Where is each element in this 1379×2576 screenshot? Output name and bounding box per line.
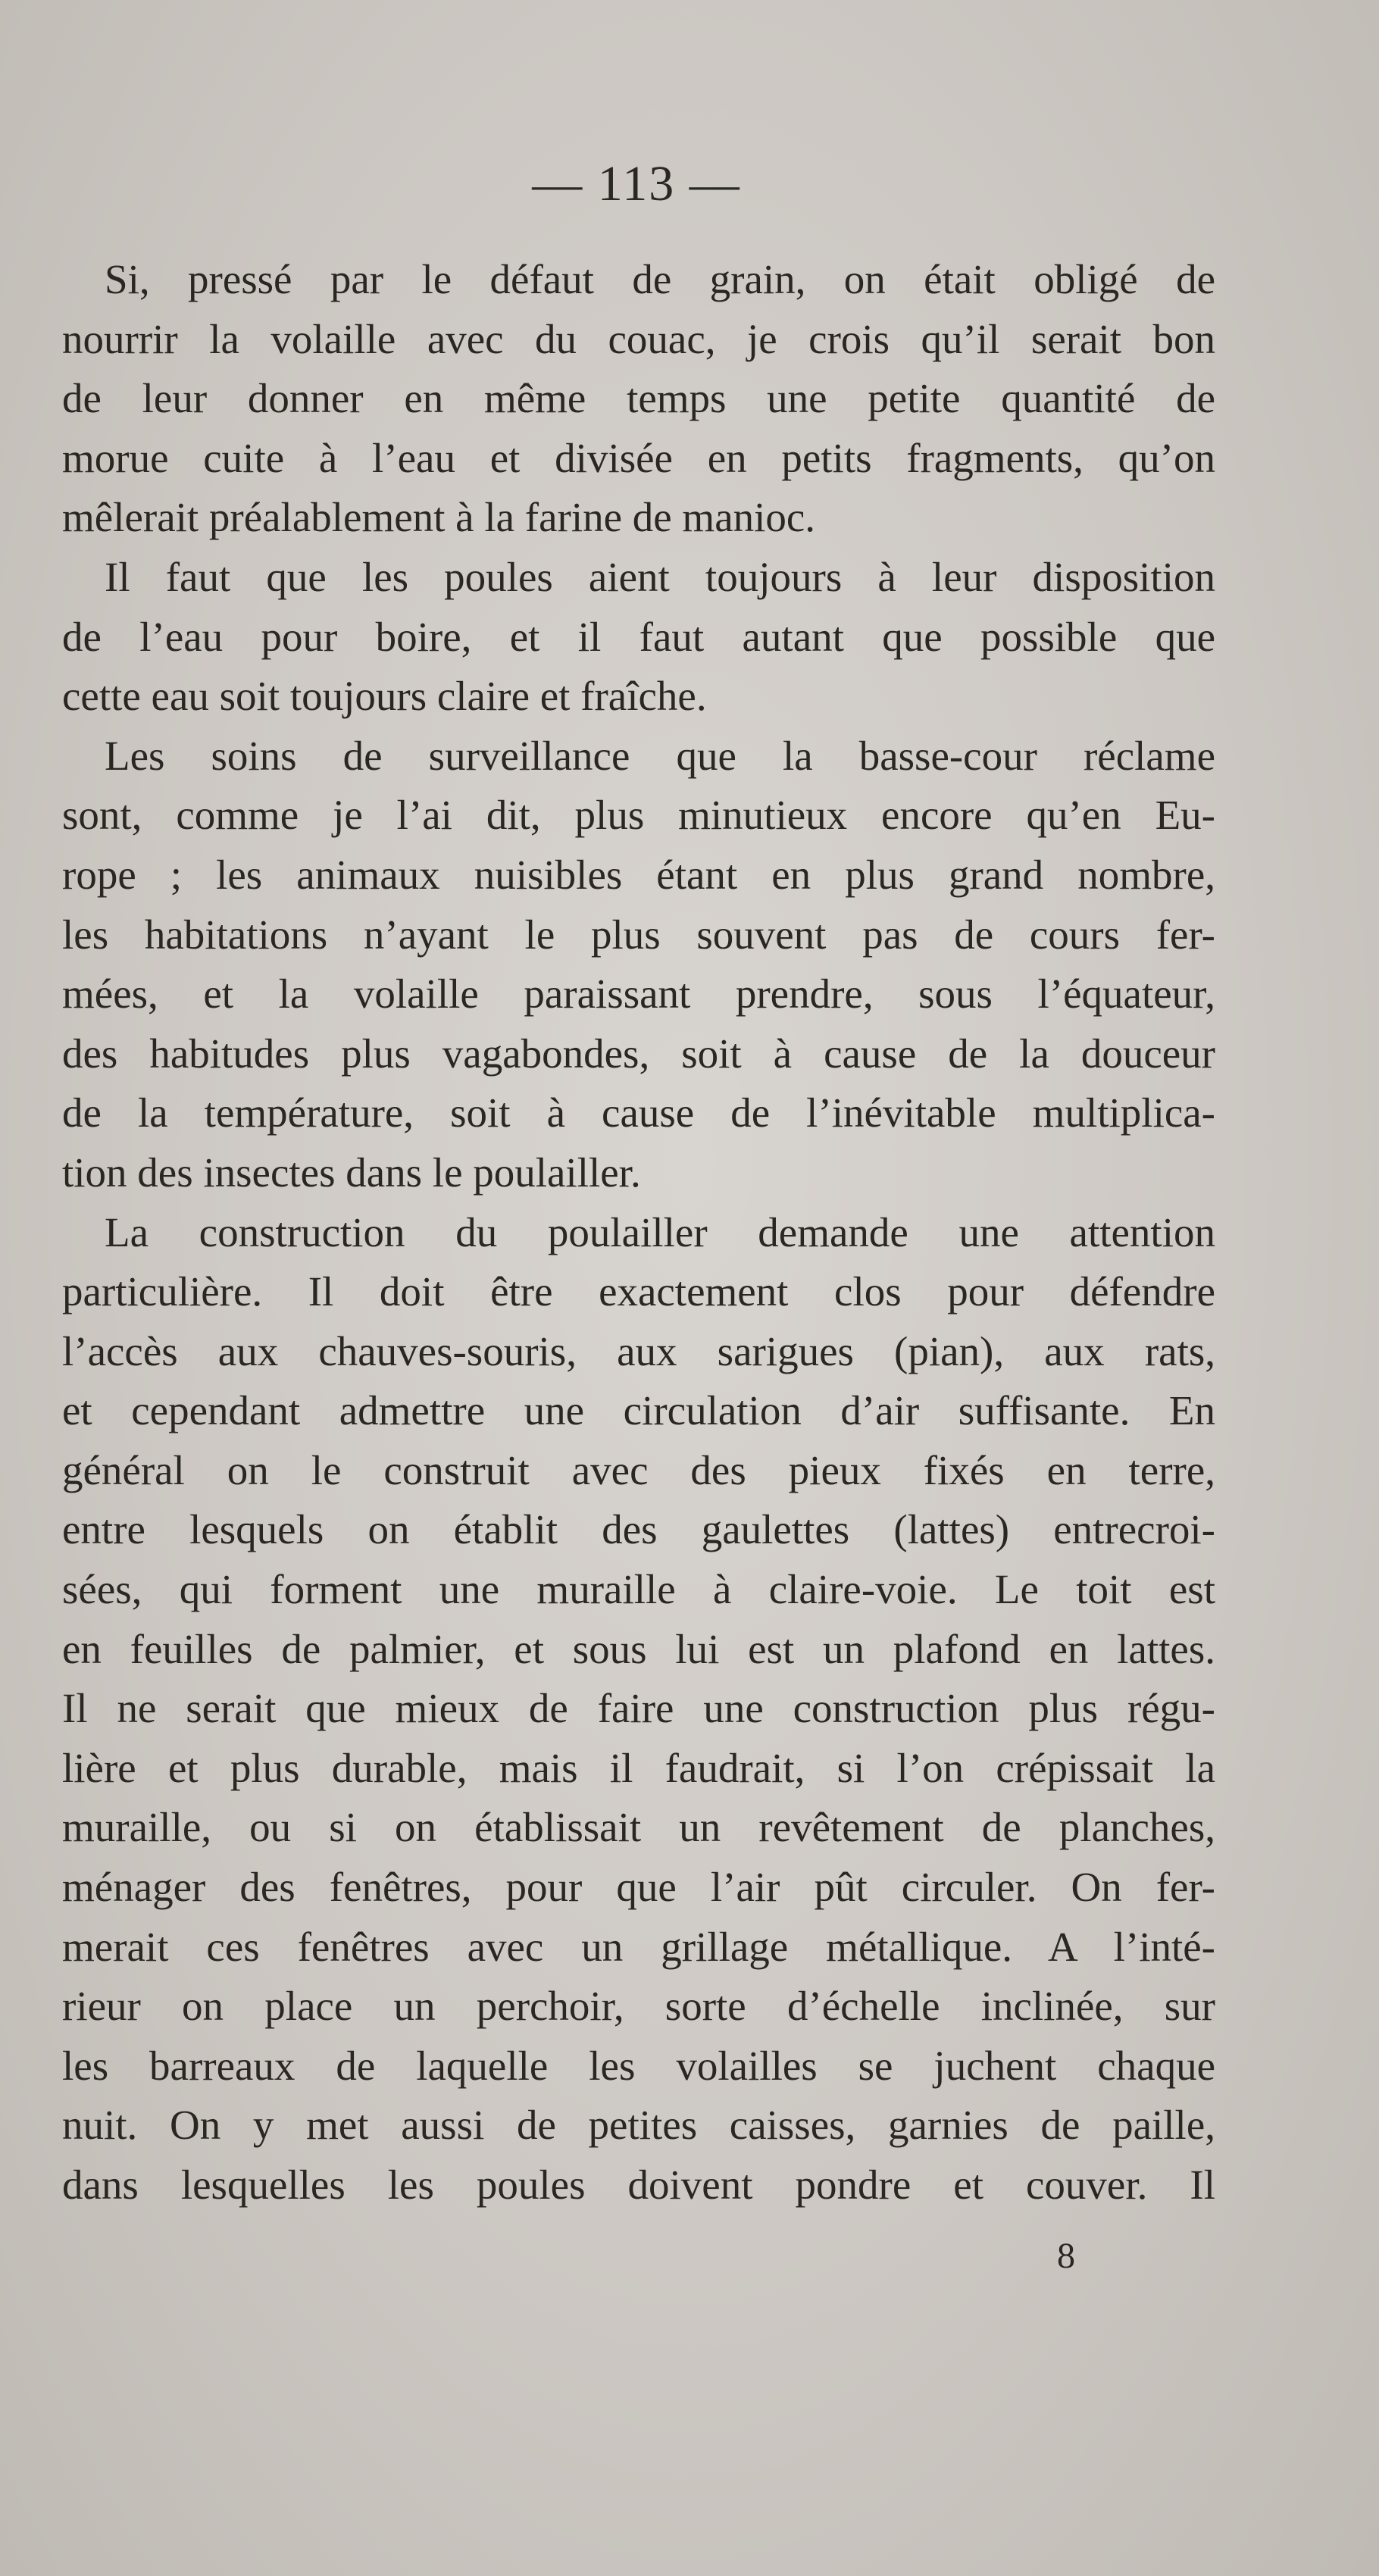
text-line: Si, pressé par le défaut de grain, on était obligé de xyxy=(105,256,1215,302)
text-line: de l’eau pour boire, et il faut autant que possible que xyxy=(62,613,1215,660)
text-line: des habitudes plus vagabondes, soit à cause de la douceur xyxy=(62,1030,1215,1077)
text-line: Il faut que les poules aient toujours à leur disposition xyxy=(105,553,1215,600)
text-line: La construction du poulailler demande une attention xyxy=(105,1208,1215,1255)
text-line: rope ; les animaux nuisibles étant en plus grand nombre, xyxy=(62,851,1215,898)
text-line: mêlerait préalablement à la farine de manioc. xyxy=(62,494,816,541)
signature-mark: 8 xyxy=(1057,2236,1075,2276)
text-line: particulière. Il doit être exactement clos pour défendre xyxy=(62,1268,1215,1315)
text-line: et cependant admettre une circulation d’air suffisante. En xyxy=(62,1387,1215,1434)
text-line: nourrir la volaille avec du couac, je crois qu’il serait bon xyxy=(62,315,1215,362)
body-text xyxy=(62,250,1215,2215)
text-line: général on le construit avec des pieux fixés en terre, xyxy=(62,1446,1215,1493)
text-line: rieur on place un perchoir, sorte d’échelle inclinée, sur xyxy=(62,1983,1215,2030)
text-line: morue cuite à l’eau et divisée en petits fragments, qu’on xyxy=(62,434,1215,481)
text-line: sées, qui forment une muraille à claire-voie. Le toit est xyxy=(62,1566,1215,1613)
text-line: sont, comme je l’ai dit, plus minutieux encore qu’en Eu- xyxy=(62,792,1215,839)
text-line: ménager des fenêtres, pour que l’air pût circuler. On fer- xyxy=(62,1864,1215,1911)
text-line: entre lesquels on établit des gaulettes (lattes) entrecroi- xyxy=(62,1506,1215,1553)
text-line: nuit. On y met aussi de petites caisses, garnies de paille, xyxy=(62,2102,1215,2149)
text-line: lière et plus durable, mais il faudrait, si l’on crépissait la xyxy=(62,1744,1215,1791)
text-line: les barreaux de laquelle les volailles se juchent chaque xyxy=(62,2042,1215,2089)
text-line: tion des insectes dans le poulailler. xyxy=(62,1149,641,1196)
text-line: de leur donner en même temps une petite quantité de xyxy=(62,375,1215,422)
text-line: l’accès aux chauves-souris, aux sarigues (pian), aux rats, xyxy=(62,1327,1215,1374)
page-number: — 113 — xyxy=(532,156,741,211)
text-line: merait ces fenêtres avec un grillage métallique. A l’inté- xyxy=(62,1923,1215,1970)
text-line: dans lesquelles les poules doivent pondre et couver. Il xyxy=(62,2162,1215,2208)
text-line: Il ne serait que mieux de faire une construction plus régu- xyxy=(62,1685,1215,1732)
text-line: mées, et la volaille paraissant prendre, sous l’équateur, xyxy=(62,971,1215,1018)
text-line: en feuilles de palmier, et sous lui est un plafond en lattes. xyxy=(62,1625,1215,1672)
text-line: cette eau soit toujours claire et fraîche. xyxy=(62,673,707,720)
text-line: Les soins de surveillance que la basse-cour réclame xyxy=(105,732,1215,779)
text-line: muraille, ou si on établissait un revêtement de planches, xyxy=(62,1804,1215,1851)
text-line: les habitations n’ayant le plus souvent pas de cours fer- xyxy=(62,911,1215,958)
text-line: de la température, soit à cause de l’inévitable multiplica- xyxy=(62,1089,1215,1136)
